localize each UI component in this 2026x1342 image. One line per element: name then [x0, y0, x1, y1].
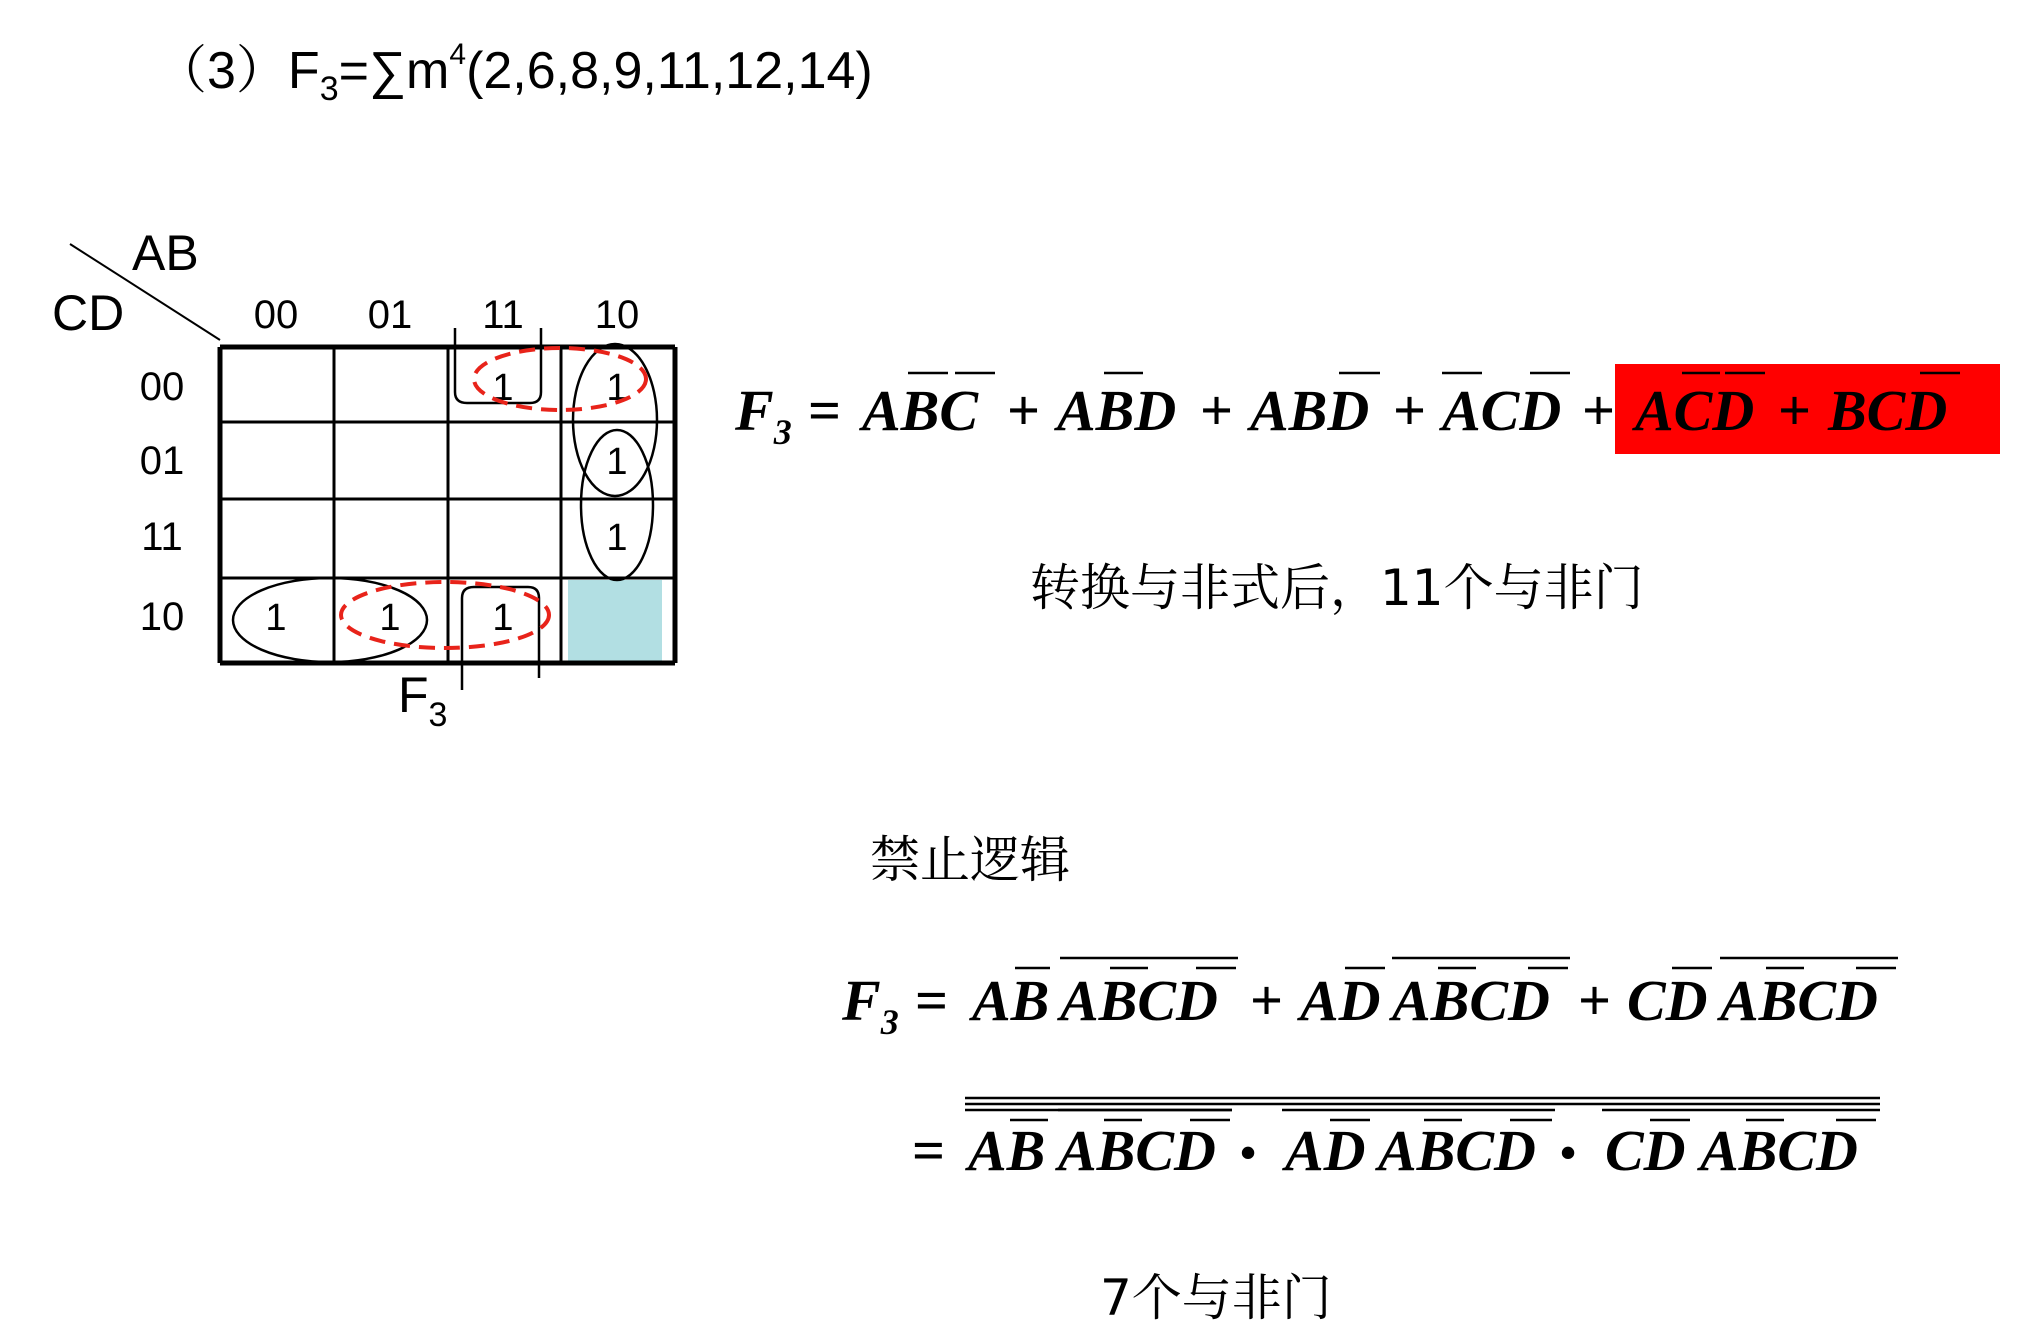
equation2-prefix2: AD	[1300, 968, 1381, 1033]
equation2-prefix1: AB	[972, 968, 1050, 1033]
kmap-row-header: 01	[139, 439, 185, 483]
equation1-plus: +	[1582, 378, 1616, 443]
equation2-dot: •	[1240, 1127, 1257, 1178]
kmap-cell-m14: 1	[492, 597, 514, 639]
kmap-cell-m9: 1	[606, 441, 628, 483]
kmap-cell-m12: 1	[492, 367, 514, 409]
equation2-nand3-prefix: CD	[1605, 1118, 1686, 1183]
kmap-row-header: 10	[139, 595, 185, 639]
kmap-label: $F_3$	[398, 667, 448, 734]
equation2-equals: =	[915, 968, 949, 1033]
equation2-line1-overbars	[1015, 958, 1898, 968]
kmap-cell-m11: 1	[606, 517, 628, 559]
equation1-plus: +	[1778, 378, 1812, 443]
equation1-term2: ABD	[1057, 378, 1177, 443]
kmap-row-header: 11	[141, 515, 183, 559]
conversion-note: 转换与非式后，11个与非门	[1030, 559, 1644, 617]
kmap-cell-m2: 1	[265, 597, 287, 639]
minterm-list: (2,6,8,9,11,12,14)	[466, 42, 873, 100]
result-note: 7个与非门	[1100, 1269, 1332, 1327]
function-name: F	[287, 42, 320, 100]
equation2-nand3-common: ABCD	[1700, 1118, 1858, 1183]
equation2-nand1-prefix: AB	[968, 1118, 1046, 1183]
equation2-equals: =	[912, 1118, 946, 1183]
equation2-dot: •	[1560, 1127, 1577, 1178]
problem-number: （3）	[155, 42, 288, 100]
equation1-lhs: $F_3$	[735, 378, 792, 452]
variable-count: 4	[449, 38, 467, 71]
equation1-term4: ACD	[1442, 378, 1562, 443]
equation2-nand2-common: ABCD	[1378, 1118, 1536, 1183]
equation2-nand1-common: ABCD	[1058, 1118, 1216, 1183]
equation2-common1: ABCD	[1060, 968, 1218, 1033]
kmap-corner-ab: AB	[132, 225, 199, 281]
equation1-highlight-term2: BCD	[1828, 378, 1948, 443]
kmap-col-header: 11	[482, 293, 524, 337]
function-subscript: 3	[319, 70, 339, 108]
equation1-equals: =	[808, 378, 842, 443]
equation2-plus: +	[1578, 968, 1612, 1033]
equation2-prefix3: CD	[1627, 968, 1708, 1033]
equation1-highlight-term1: ACD	[1635, 378, 1755, 443]
inhibit-logic-heading: 禁止逻辑	[870, 831, 1070, 889]
equation2-line2-overbars	[965, 1098, 1880, 1120]
equation2-lhs: $F_3$	[842, 968, 899, 1042]
kmap-cell-m8: 1	[606, 367, 628, 409]
kmap-row-header: 00	[139, 365, 185, 409]
equation1-plus: +	[1200, 378, 1234, 443]
equation2-common3: ABCD	[1720, 968, 1878, 1033]
kmap-col-header: 01	[367, 293, 413, 337]
equation2-line1	[841, 968, 1878, 1042]
equation2-line2	[912, 1118, 1858, 1183]
equation2-common2: ABCD	[1392, 968, 1550, 1033]
equation1-term1: ABC	[862, 378, 979, 443]
kmap-col-header: 10	[594, 293, 640, 337]
equation2-plus: +	[1250, 968, 1284, 1033]
kmap-corner-cd: CD	[52, 285, 125, 341]
equation2-nand2-prefix: AD	[1285, 1118, 1366, 1183]
equation1-term3: ABD	[1250, 378, 1370, 443]
equation1-plus: +	[1393, 378, 1427, 443]
kmap-col-header: 00	[253, 293, 299, 337]
equation1-plus: +	[1007, 378, 1041, 443]
sum-symbol: =∑m	[338, 42, 450, 100]
kmap-cell-m6: 1	[379, 597, 401, 639]
